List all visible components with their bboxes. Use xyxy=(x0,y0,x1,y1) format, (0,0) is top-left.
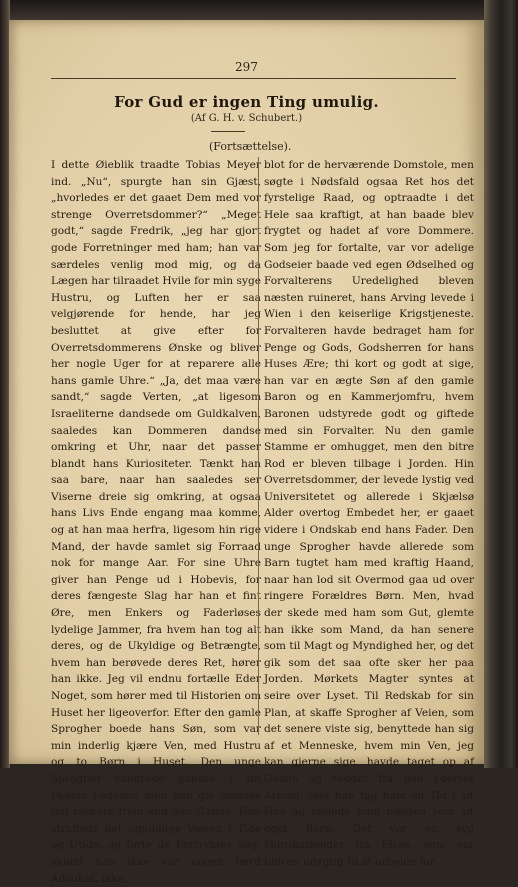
title-divider xyxy=(211,131,245,132)
right-column-text: blot for de herværende Domstole, men søgte i Nødsfald ogsaa Ret hos det fyrstelige Raad, og optraadte i det Hele saa kraftigt, at han baade blev frygtet og hadet af vore Dommere. Som jeg for fortalte, var vor adelige Godseier baade ved egen Ødselhed og Forvalterens Uredelighed bleven næsten ruineret, hans Arving levede i Wien i den keiserlige Krigstjeneste. Forvalteren havde bedraget ham for Penge og Gods, Godsherren for hans Huses Ære; thi kort og godt at sige, han var en ægte Søn af den gamle Baron og en Kammerjomfru, hvem Baronen udstyrede godt og giftede med sin Forvalter. Nu den gamle Stamme er omhugget, men den bitre Rod er bleven tilbage i Jorden. Hin Overretsdommer, der levede lystig ved Universitetet og allerede i Skjælsø Alder overtog Embedet her, er gaaet videre i Ondskab end hans Fader. Den unge Sprogher havde allerede som Barn tugtet ham med kraftig Haand, naar han lod sit Overmod gaa ud over ringere Forældres Børn. Men, hvad der skede med ham som Gut, glemte han ikke som Mand, da han senere som til Magt og Myndighed her, og det gik som det saa ofte sker her paa Jorden. Mørkets Magter syntes at seire over Lyset. Til Redskab for sin Plan, at skaffe Sprogher af Veien, som det senere viste sig, benyttede han sig af et Menneske, hvem min Ven, jeg kan gjerne sige, havde taget op af Gaden og reddet fra den yderste Armod, idet han tog ham en Tid i sit Hus og pleiede ham næsten som sit eget Barn. Det var en syg Fabrikarbeider fra Elsas, som var bleven udygtig til at arbeide for xyxy=(264,159,474,868)
continued-label: (Fortsættelse). xyxy=(209,140,292,153)
left-column-text: I dette Øieblik traadte Tobias Meyer ind. „Nu“, spurgte han sin Gjæst, „hvorledes er det gaaet Dem med vor strenge Overretsdommer?“ „Meget godt,“ sagde Fredrik, „jeg har gjort gode Forretninger med ham; han var særdeles venlig mod mig, og da Lægen har tilraadet Hvile for min syge Hustru, og Luften her er saa velgjørende for hende, har jeg besluttet at give efter for Overretsdommerens Ønske og bliver her nogle Uger for at reparere alle hans gamle Uhre.“ „Ja, det maa være sandt,“ sagde Verten, „at ligesom Israeliterne dandsede om Guldkalven, saaledes kan Dommeren dandse omkring et Uhr, naar det passer blandt hans Kuriositeter. Tænkt han saa bare, naar han saaledes ser Viserne dreie sig omkring, at ogsaa hans Livs Ende engang maa komme, og at han maa herfra, ligesom hin rige Mand, der havde samlet sig Forraad nok for mange Aar. For sine Uhre giver han Penge ud i Hobevis, for deres fængeste Slag har han et fint Øre, men Enkers og Faderløses lydelige Jammer, fra hvem han tog alt deres, og de Ukyldige og Betrængte, hvem han berøvede deres Ret, hører han ikke. Jeg vil endnu fortælle Eder Noget, som hører med til Historien om Huset her ligeoverfor. Efter den gamle Sprogher boede hans Søn, som var min inderlig kjære Ven, med Hustru og to Børn i Huset. Den unge Sprogher vandrede ganske i sin Faders Fodspor, men han gik maaske lidt raskere frem end den Gamle. Han straffede det ugudelige Væsen i Tide og Utide, og førte de Fortryktes Sag, skjønt han ikke var nogen lærd Advokat, ikke xyxy=(51,159,261,885)
column-divider xyxy=(258,157,259,735)
page-number: 297 xyxy=(235,60,258,74)
story-title: For Gud er ingen Ting umulig. xyxy=(114,93,379,111)
book-page xyxy=(9,20,484,885)
text-column-right xyxy=(264,157,474,868)
story-author: (Af G. H. v. Schubert.) xyxy=(190,113,303,124)
header-rule xyxy=(51,78,456,79)
book-binding-right xyxy=(484,0,518,768)
text-column-left xyxy=(51,157,261,885)
